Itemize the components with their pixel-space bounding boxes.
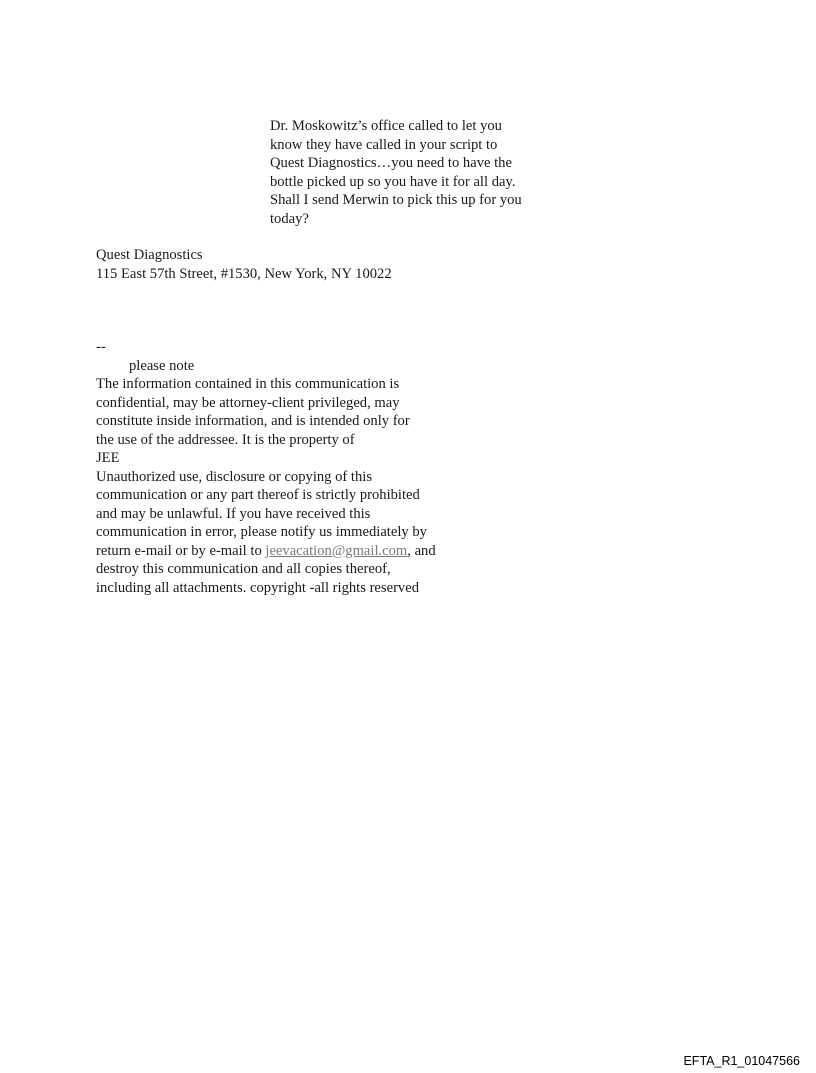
message-line: Quest Diagnostics…you need to have the — [270, 155, 512, 171]
disclaimer-line: destroy this communication and all copies thereof, — [96, 561, 391, 577]
message-line: know they have called in your script to — [270, 136, 498, 153]
disclaimer-line: communication in error, please notify us immediately by — [96, 524, 427, 540]
address-street: 115 East 57th Street, #1530, New York, NY 10022 — [96, 265, 392, 282]
disclaimer-line: the use of the addressee. It is the property of — [96, 431, 355, 448]
disclaimer-line: communication or any part thereof is strictly prohibited — [96, 487, 420, 503]
message-line: bottle picked up so you have it for all day. — [270, 173, 516, 190]
disclaimer-line: Unauthorized use, disclosure or copying of this — [96, 468, 373, 485]
property-owner: JEE — [96, 450, 120, 466]
disclaimer-line: constitute inside information, and is intended only for — [96, 413, 410, 429]
disclaimer-line: confidential, may be attorney-client privileged, may — [96, 394, 400, 411]
disclaimer-line: and may be unlawful. If you have received this — [96, 505, 371, 522]
signature-separator: -- — [96, 339, 106, 355]
disclaimer-email-line — [96, 542, 516, 561]
message-line: Shall I send Merwin to pick this up for you — [270, 192, 522, 208]
email-line-suffix: , and — [407, 542, 436, 559]
message-line: Dr. Moskowitz’s office called to let you — [270, 118, 502, 134]
message-body — [270, 117, 560, 228]
email-line-prefix: return e-mail or by e-mail to — [96, 542, 266, 559]
address-name: Quest Diagnostics — [96, 247, 203, 263]
note-label: please note — [129, 357, 195, 374]
address-block — [96, 246, 392, 283]
email-signature — [96, 338, 516, 597]
message-line: today? — [270, 210, 309, 227]
email-link[interactable]: jeevacation@gmail.com — [265, 542, 408, 559]
disclaimer-line: The information contained in this communication is — [96, 376, 400, 392]
document-id: EFTA_R1_01047566 — [683, 1054, 800, 1068]
disclaimer-line: including all attachments. copyright -all rights reserved — [96, 579, 419, 596]
